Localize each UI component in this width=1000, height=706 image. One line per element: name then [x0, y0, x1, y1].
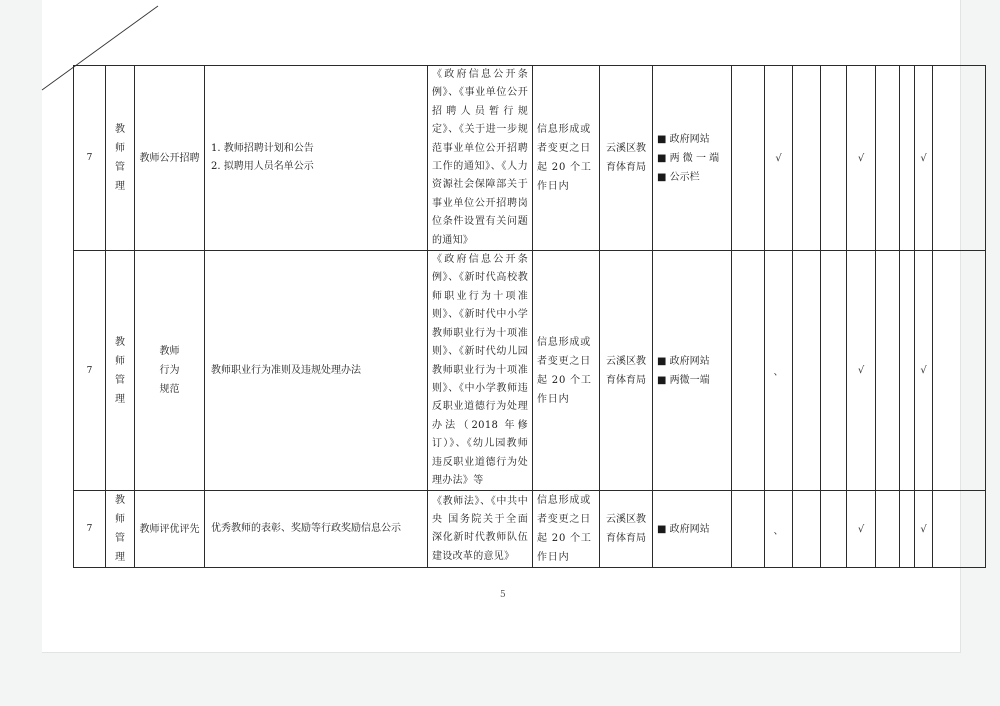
category-char: 师 [115, 355, 125, 367]
check-mark-cell [793, 66, 821, 251]
department-cell: 云溪区教育体育局 [600, 491, 653, 568]
check-mark-cell: √ [847, 66, 876, 251]
department-cell: 云溪区教育体育局 [600, 66, 653, 251]
category-char: 理 [115, 552, 125, 564]
check-mark-cell: 、 [765, 491, 793, 568]
page-number: 5 [500, 590, 506, 600]
channel-item: ■ 政府网站 [657, 133, 710, 145]
time-limit-cell: 信息形成或者变更之日起 20 个工作日内 [533, 66, 600, 251]
check-mark-cell [732, 491, 765, 568]
row-number: 7 [74, 66, 106, 251]
check-mark-cell: √ [915, 491, 933, 568]
time-limit-cell: 信息形成或者变更之日起 20 个工作日内 [533, 491, 600, 568]
content-item: 教师职业行为准则及违规处理办法 [211, 364, 361, 376]
row-number: 7 [74, 251, 106, 491]
channel-cell [653, 491, 732, 568]
check-mark-cell [821, 66, 847, 251]
category-cell [106, 251, 135, 491]
disclosure-table [73, 65, 986, 568]
check-mark-cell [793, 251, 821, 491]
category-char: 教 [115, 495, 125, 507]
item-title: 教师公开招聘 [139, 152, 200, 164]
category-char: 教 [115, 336, 125, 348]
check-mark-cell: 、 [765, 251, 793, 491]
check-mark-cell [933, 66, 986, 251]
time-limit-cell: 信息形成或者变更之日起 20 个工作日内 [533, 251, 600, 491]
check-mark-cell [900, 491, 915, 568]
channel-cell [653, 66, 732, 251]
check-mark-cell [933, 251, 986, 491]
legal-basis-cell: 《政府信息公开条例》、《事业单位公开招聘人员暂行规定》、《关于进一步规范事业单位公开招聘工作的通知》、《人力资源社会保障部关于事业单位公开招聘岗位条件设置有关问题的通知》 [428, 66, 533, 251]
channel-item: ■ 公示栏 [657, 171, 700, 183]
check-mark-cell [732, 251, 765, 491]
check-mark-cell: √ [915, 251, 933, 491]
item-title: 教师评优评先 [139, 523, 200, 535]
check-mark-cell: √ [915, 66, 933, 251]
check-mark-cell [821, 491, 847, 568]
item-title-cell [135, 491, 205, 568]
table-row [74, 491, 986, 568]
check-mark-cell: √ [847, 251, 876, 491]
category-char: 师 [115, 143, 125, 155]
content-item: 2. 拟聘用人员名单公示 [211, 161, 314, 173]
disclosure-content-cell [205, 251, 428, 491]
category-char: 管 [115, 162, 125, 174]
check-mark-cell [933, 491, 986, 568]
channel-item: ■ 政府网站 [657, 523, 710, 535]
item-title: 行为 [159, 365, 180, 377]
legal-basis-cell: 《政府信息公开条例》、《新时代高校教师职业行为十项准则》、《新时代中小学教师职业行为十项准则》、《新时代幼儿园教师职业行为十项准则》、《中小学教师违反职业道德行为处理办法（2018 年修订）》、《幼儿园教师违反职业道德行为处理办法》等 [428, 251, 533, 491]
department-cell: 云溪区教育体育局 [600, 251, 653, 491]
check-mark-cell [876, 491, 900, 568]
check-mark-cell [876, 66, 900, 251]
table-row [74, 66, 986, 251]
category-char: 理 [115, 393, 125, 405]
table-row [74, 251, 986, 491]
category-char: 理 [115, 181, 125, 193]
disclosure-content-cell [205, 66, 428, 251]
check-mark-cell [821, 251, 847, 491]
item-title: 规范 [159, 384, 180, 396]
check-mark-cell: √ [847, 491, 876, 568]
category-char: 管 [115, 374, 125, 386]
content-item: 优秀教师的表彰、奖励等行政奖励信息公示 [211, 523, 401, 535]
category-char: 教 [115, 124, 125, 136]
channel-item: ■ 两微一端 [657, 374, 710, 386]
legal-basis-cell: 《教师法》、《中共中央 国务院关于全面深化新时代教师队伍建设改革的意见》 [428, 491, 533, 568]
check-mark-cell [900, 66, 915, 251]
check-mark-cell [876, 251, 900, 491]
item-title-cell [135, 66, 205, 251]
category-cell [106, 66, 135, 251]
check-mark-cell [900, 251, 915, 491]
channel-item: ■ 政府网站 [657, 355, 710, 367]
item-title-cell [135, 251, 205, 491]
category-char: 管 [115, 533, 125, 545]
row-number: 7 [74, 491, 106, 568]
check-mark-cell [793, 491, 821, 568]
category-char: 师 [115, 514, 125, 526]
disclosure-content-cell [205, 491, 428, 568]
check-mark-cell [732, 66, 765, 251]
content-item: 1. 教师招聘计划和公告 [211, 143, 314, 155]
channel-cell [653, 251, 732, 491]
category-cell [106, 491, 135, 568]
channel-item: ■ 两 微 一 端 [657, 152, 720, 164]
item-title: 教师 [159, 346, 180, 358]
check-mark-cell: √ [765, 66, 793, 251]
